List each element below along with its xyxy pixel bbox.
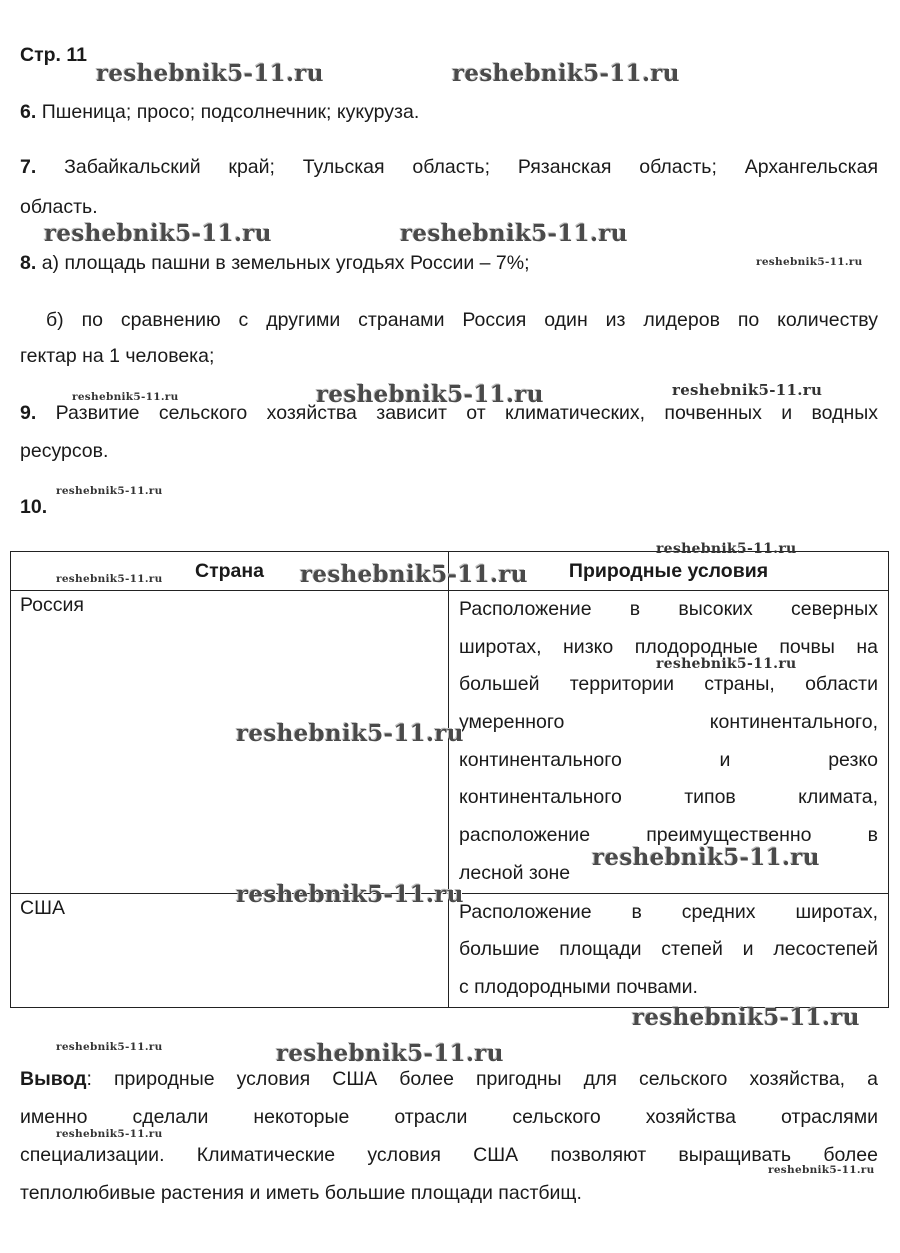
cell-country-russia: Россия [11,591,449,894]
watermark: reshebnik5-11.ru [236,881,464,908]
cell-line: большей территории страны, области [459,673,878,696]
watermark: reshebnik5-11.ru [276,1040,504,1067]
conclusion-line-2: именно сделали некоторые отрасли сельского хозяйства отраслями [20,1106,878,1128]
header-natural-conditions: Природные условия [449,552,889,591]
watermark: reshebnik5-11.ru [56,573,163,585]
watermark: reshebnik5-11.ru [452,60,680,87]
answer-7-line-2: область. [20,196,98,218]
page-title: Стр. 11 [20,44,87,66]
watermark: reshebnik5-11.ru [672,381,823,399]
cell-line: с плодородными почвами. [459,975,698,998]
answer-8-b-line-2: гектар на 1 человека; [20,345,215,367]
answer-10-number: 10. [20,496,48,518]
watermark: reshebnik5-11.ru [56,1041,163,1053]
watermark: reshebnik5-11.ru [316,381,544,408]
watermark: reshebnik5-11.ru [756,256,863,268]
table-row [11,893,889,1007]
watermark: reshebnik5-11.ru [592,844,820,871]
header-country: Страна [11,552,449,591]
answer-9-line-2: ресурсов. [20,440,109,462]
watermark: reshebnik5-11.ru [96,60,324,87]
cell-conditions-usa [449,893,889,1007]
cell-line: расположение преимущественно в [459,824,878,847]
answer-8-a-text: а) площадь пашни в земельных угодьях России – 7%; [41,252,530,274]
answer-9-number: 9. [20,402,37,424]
watermark: reshebnik5-11.ru [236,720,464,747]
cell-line: Расположение в высоких северных [459,598,878,620]
answer-6 [20,101,878,124]
cell-line: континентального типов климата, [459,786,878,809]
cell-line: лесной зоне [459,861,571,884]
answer-8-number: 8. [20,252,37,274]
watermark: reshebnik5-11.ru [656,656,797,672]
answer-6-number: 6. [20,101,37,123]
cell-line: Расположение в средних широтах, [459,900,878,923]
cell-line: большие площади степей и лесостепей [459,938,878,961]
conclusion-label: Вывод [20,1068,87,1090]
watermark: reshebnik5-11.ru [768,1164,875,1176]
conclusion-line-4: теплолюбивые растения и иметь большие площади пастбищ. [20,1182,582,1204]
cell-country-usa: США [11,893,449,1007]
answer-8-a [20,252,878,275]
conclusion-line-3: специализации. Климатические условия США позволяют выращивать более [20,1144,878,1166]
watermark: reshebnik5-11.ru [632,1004,860,1031]
conclusion-line-1 [20,1068,878,1091]
watermark: reshebnik5-11.ru [656,541,797,557]
watermark: reshebnik5-11.ru [56,1128,163,1140]
watermark: reshebnik5-11.ru [56,485,163,497]
comparison-table [10,551,889,1008]
cell-line: широтах, низко плодородные почвы на [459,635,878,658]
answer-8-b-line-1: б) по сравнению с другими странами Россия один из лидеров по количеству [46,309,878,331]
answer-6-text: Пшеница; просо; подсолнечник; кукуруза. [41,101,420,123]
cell-line: умеренного континентального, [459,711,878,734]
answer-7-text: Забайкальский край; Тульская область; Рязанская область; Архангельская [64,156,878,178]
answer-9-text: Развитие сельского хозяйства зависит от климатических, почвенных и водных [55,402,878,424]
cell-line: континентального и резко [459,748,878,771]
answer-7-line-1 [20,156,878,179]
answer-7-number: 7. [20,156,37,178]
conclusion-text-1: : природные условия США более пригодны для сельского хозяйства, а [86,1068,878,1090]
watermark: reshebnik5-11.ru [400,220,628,247]
watermark: reshebnik5-11.ru [72,391,179,403]
watermark: reshebnik5-11.ru [44,220,272,247]
watermark: reshebnik5-11.ru [300,561,528,588]
